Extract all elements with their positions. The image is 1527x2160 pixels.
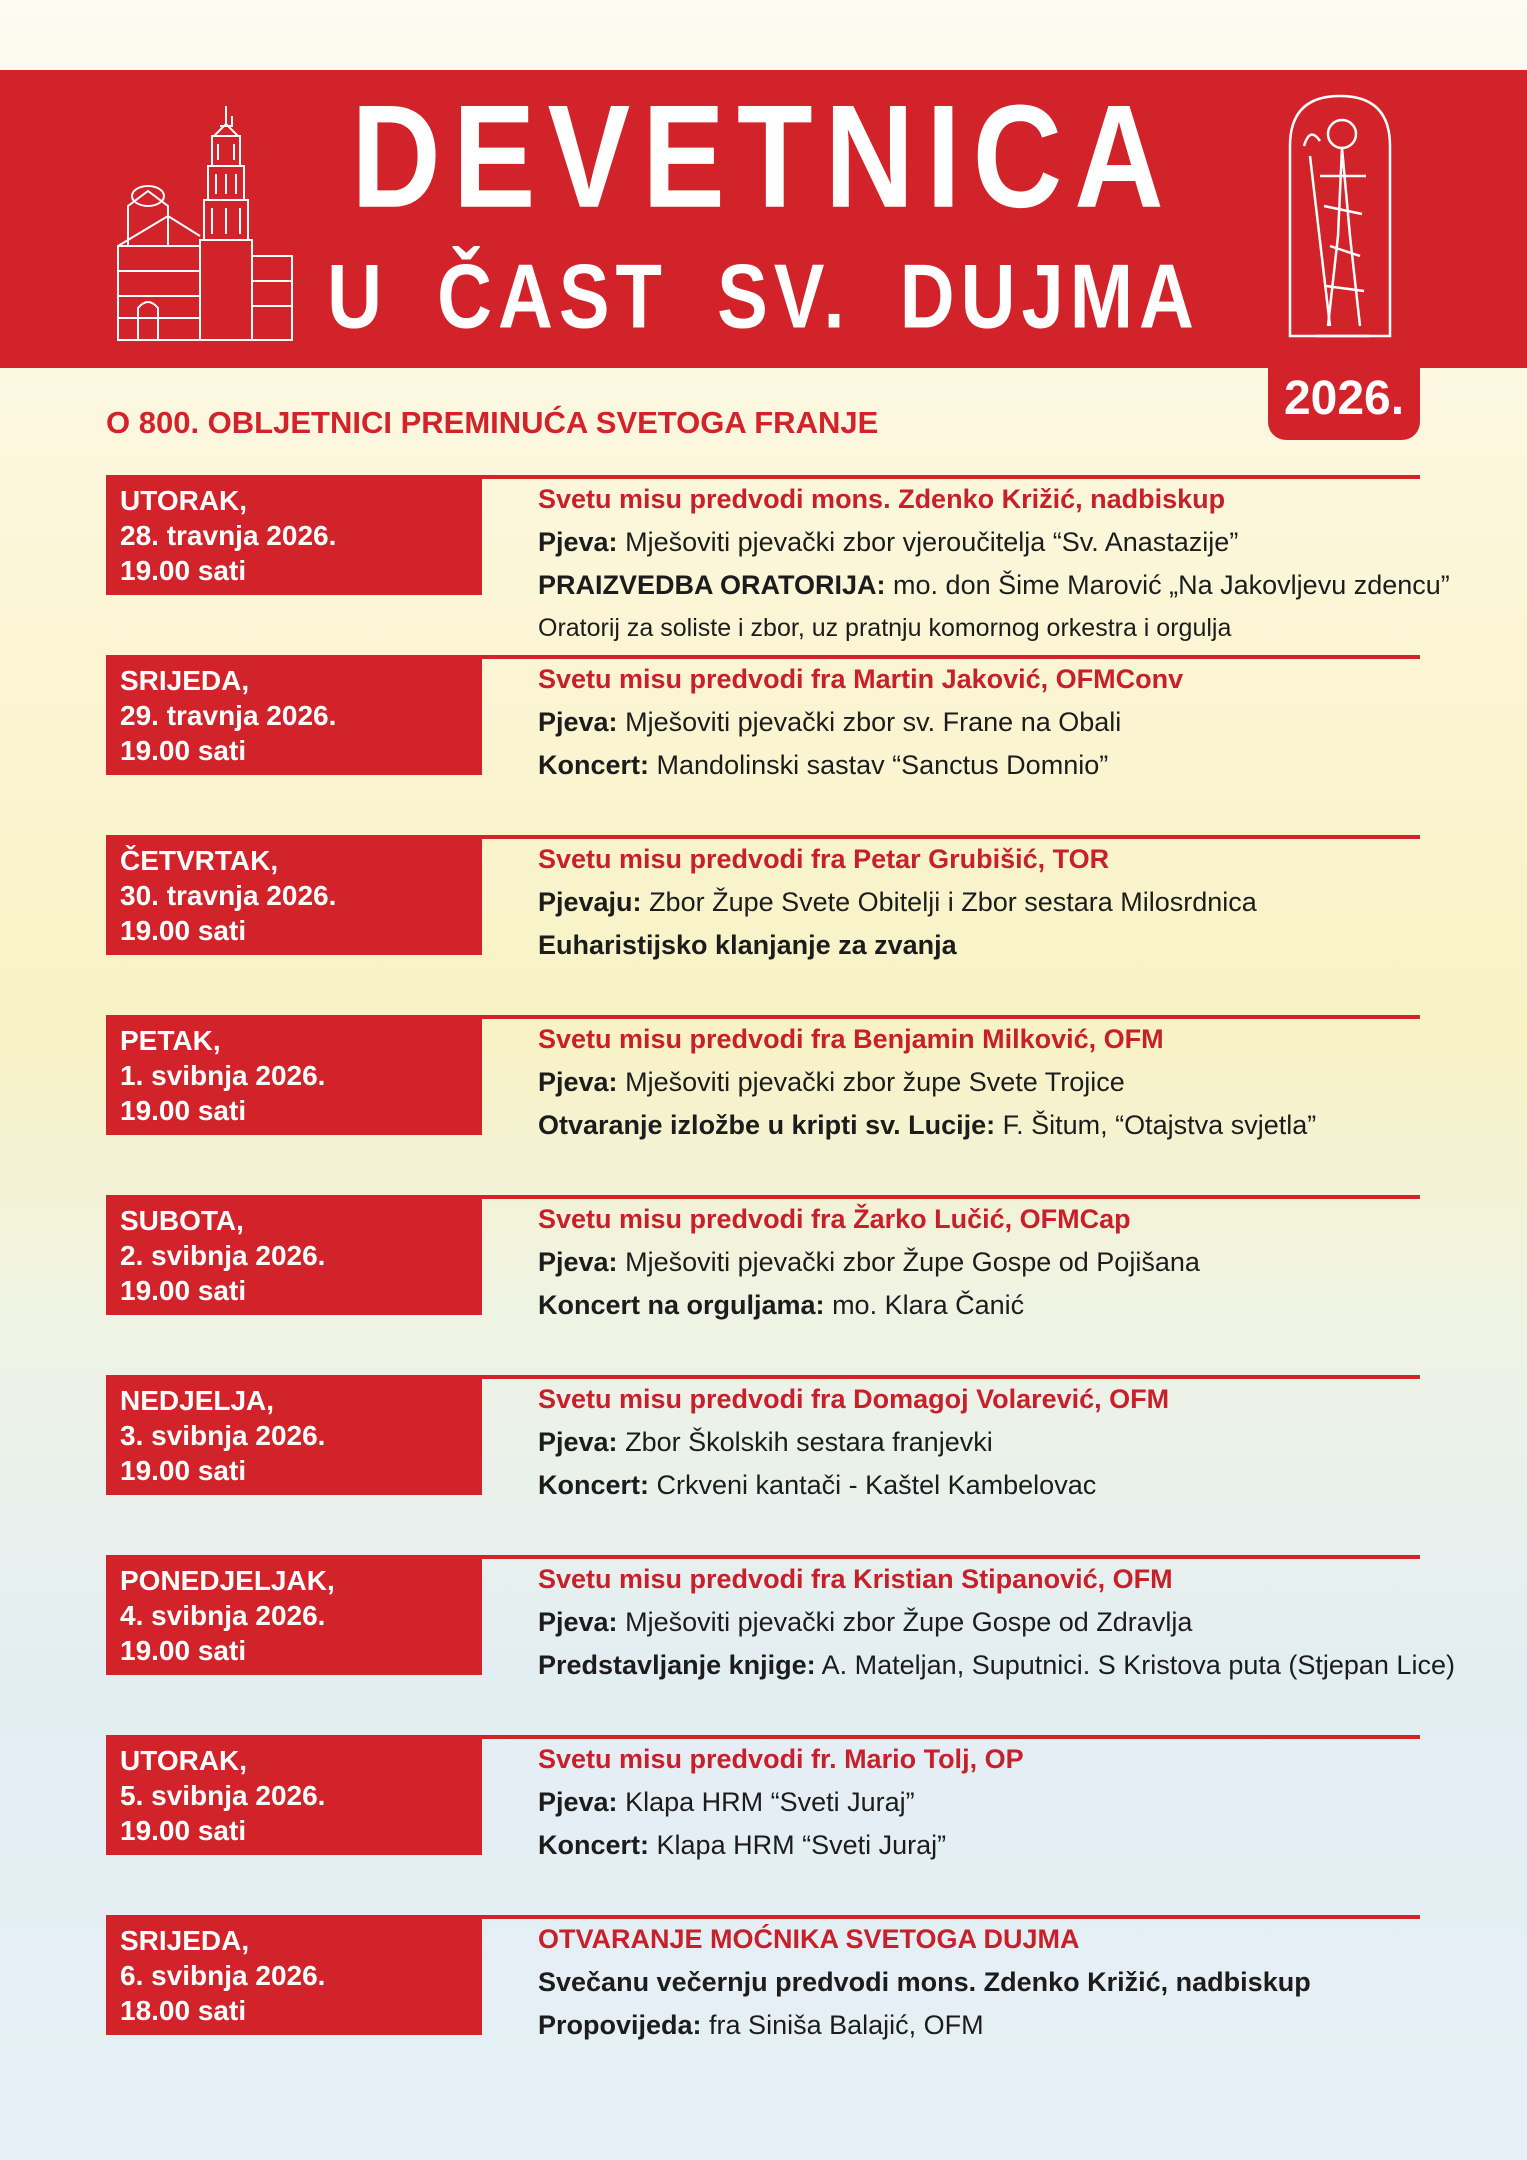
- event-line-text: OTVARANJE MOĆNIKA SVETOGA DUJMA: [538, 1924, 1080, 1954]
- day-date: 30. travnja 2026.: [120, 880, 337, 911]
- day-name: PONEDJELJAK,: [120, 1565, 335, 1596]
- event-line: [538, 2004, 1428, 2047]
- event-line: [538, 1601, 1428, 1644]
- event-line-label: Pjeva:: [538, 1787, 618, 1817]
- event-line: [538, 924, 1428, 967]
- day-box: [106, 1555, 482, 1675]
- event-line-text: Klapa HRM “Sveti Juraj”: [656, 1830, 947, 1860]
- event-line: [538, 1644, 1455, 1687]
- event-details: [538, 838, 1428, 967]
- day-name: SRIJEDA,: [120, 665, 250, 696]
- day-name: PETAK,: [120, 1025, 221, 1056]
- event-line: [538, 744, 1428, 787]
- event-line-text: Zbor Školskih sestara franjevki: [625, 1427, 993, 1457]
- event-line-text: Svetu misu predvodi fra Kristian Stipanović, OFM: [538, 1564, 1173, 1594]
- day-date: 5. svibnja 2026.: [120, 1780, 326, 1811]
- event-line-label: Pjeva:: [538, 1067, 618, 1097]
- event-line: [538, 521, 1428, 564]
- event-line-text: Mješoviti pjevački zbor vjeroučitelja “Sv. Anastazije”: [625, 527, 1239, 557]
- event-details: [538, 1018, 1428, 1147]
- event-details: [538, 1738, 1428, 1867]
- event-line-text: fra Siniša Balajić, OFM: [709, 2010, 984, 2040]
- event-line-text: Crkveni kantači - Kaštel Kambelovac: [656, 1470, 1097, 1500]
- event-line: [538, 1104, 1428, 1147]
- day-date: 4. svibnja 2026.: [120, 1600, 326, 1631]
- event-details: [538, 1198, 1428, 1327]
- day-time: 19.00 sati: [120, 1095, 247, 1126]
- event-line-text: Mješoviti pjevački zbor Župe Gospe od Pojišana: [625, 1247, 1200, 1277]
- anniversary-subtitle: O 800. OBLJETNICI PREMINUĆA SVETOGA FRANJE: [106, 405, 879, 440]
- event-line-text: Svetu misu predvodi fra Martin Jaković, OFMConv: [538, 664, 1184, 694]
- event-details: [538, 1378, 1428, 1507]
- event-line-text: A. Mateljan, Suputnici. S Kristova puta (Stjepan Lice): [821, 1650, 1455, 1680]
- event-headline: [538, 838, 1428, 881]
- event-line-text: mo. Klara Čanić: [832, 1290, 1025, 1320]
- day-date: 3. svibnja 2026.: [120, 1420, 326, 1451]
- event-headline: [538, 1018, 1428, 1061]
- day-time: 19.00 sati: [120, 1275, 247, 1306]
- event-line: [538, 564, 1450, 607]
- day-time: 19.00 sati: [120, 915, 247, 946]
- event-line-text: Klapa HRM “Sveti Juraj”: [625, 1787, 915, 1817]
- event-line-text: Svetu misu predvodi fra Žarko Lučić, OFMCap: [538, 1204, 1131, 1234]
- event-headline: [538, 1378, 1428, 1421]
- event-line-text: Svetu misu predvodi mons. Zdenko Križić, nadbiskup: [538, 484, 1226, 514]
- event-details: [538, 1918, 1428, 2047]
- event-line: [538, 1241, 1428, 1284]
- event-line-label: PRAIZVEDBA ORATORIJA:: [538, 570, 886, 600]
- day-box: [106, 835, 482, 955]
- event-details: [538, 658, 1428, 787]
- day-name: NEDJELJA,: [120, 1385, 275, 1416]
- event-line-label: Pjevaju:: [538, 887, 642, 917]
- event-line-label: Koncert:: [538, 1830, 650, 1860]
- event-line-label: Pjeva:: [538, 1247, 618, 1277]
- event-line-label: Propovijeda:: [538, 2010, 702, 2040]
- page-subtitle: U ČAST SV. DUJMA: [327, 246, 1200, 348]
- day-box: [106, 1735, 482, 1855]
- day-time: 19.00 sati: [120, 1455, 247, 1486]
- event-line: [538, 881, 1428, 924]
- event-headline: [538, 478, 1428, 521]
- event-line: [538, 1961, 1428, 2004]
- day-time: 18.00 sati: [120, 1995, 247, 2026]
- event-line-text: Svetu misu predvodi fr. Mario Tolj, OP: [538, 1744, 1024, 1774]
- event-line-text: Svetu misu predvodi fra Petar Grubišić, TOR: [538, 844, 1110, 874]
- event-line: [538, 1464, 1428, 1507]
- day-name: UTORAK,: [120, 1745, 248, 1776]
- event-line-text: Oratorij za soliste i zbor, uz pratnju komornog orkestra i orgulja: [538, 614, 1232, 642]
- event-line-text: Mandolinski sastav “Sanctus Domnio”: [656, 750, 1109, 780]
- event-line: [538, 1061, 1428, 1104]
- day-name: SRIJEDA,: [120, 1925, 250, 1956]
- day-date: 1. svibnja 2026.: [120, 1060, 326, 1091]
- day-box: [106, 655, 482, 775]
- day-box: [106, 1015, 482, 1135]
- event-line: [538, 1284, 1428, 1327]
- event-headline: [538, 1558, 1428, 1601]
- day-name: SUBOTA,: [120, 1205, 244, 1236]
- event-line-text: Svetu misu predvodi fra Domagoj Volarević, OFM: [538, 1384, 1170, 1414]
- day-box: [106, 1375, 482, 1495]
- day-date: 29. travnja 2026.: [120, 700, 337, 731]
- event-line: [538, 1824, 1428, 1867]
- event-line-label: Otvaranje izložbe u kripti sv. Lucije:: [538, 1110, 996, 1140]
- event-line-label: Pjeva:: [538, 707, 618, 737]
- event-line: [538, 701, 1428, 744]
- event-line-text: Svečanu večernju predvodi mons. Zdenko Križić, nadbiskup: [538, 1967, 1311, 1997]
- event-line-text: Mješoviti pjevački zbor sv. Frane na Obali: [625, 707, 1122, 737]
- event-line-text: Mješoviti pjevački zbor župe Svete Trojice: [625, 1067, 1125, 1097]
- event-headline: [538, 1738, 1428, 1781]
- day-box: [106, 475, 482, 595]
- day-box: [106, 1195, 482, 1315]
- event-headline: [538, 658, 1428, 701]
- day-date: 28. travnja 2026.: [120, 520, 337, 551]
- day-time: 19.00 sati: [120, 1815, 247, 1846]
- event-line-label: Predstavljanje knjige:: [538, 1650, 816, 1680]
- event-headline: [538, 1198, 1428, 1241]
- event-line: [538, 607, 1428, 650]
- day-date: 2. svibnja 2026.: [120, 1240, 326, 1271]
- event-line-text: F. Šitum, “Otajstva svjetla”: [1002, 1110, 1317, 1140]
- page-title: DEVETNICA: [351, 75, 1176, 239]
- event-line-label: Koncert na orguljama:: [538, 1290, 825, 1320]
- event-line: [538, 1421, 1428, 1464]
- day-time: 19.00 sati: [120, 735, 247, 766]
- event-details: [538, 1558, 1455, 1687]
- event-details: [538, 478, 1450, 650]
- event-line-label: Pjeva:: [538, 527, 618, 557]
- event-line-text: Euharistijsko klanjanje za zvanja: [538, 930, 957, 960]
- event-line-label: Koncert:: [538, 750, 650, 780]
- event-line-text: Zbor Župe Svete Obitelji i Zbor sestara Milosrdnica: [649, 887, 1257, 917]
- event-line-label: Pjeva:: [538, 1607, 618, 1637]
- day-time: 19.00 sati: [120, 1635, 247, 1666]
- day-name: ČETVRTAK,: [120, 845, 279, 876]
- event-line: [538, 1781, 1428, 1824]
- event-headline: [538, 1918, 1428, 1961]
- event-line-text: mo. don Šime Marović „Na Jakovljevu zdencu”: [893, 570, 1450, 600]
- event-line-text: Mješoviti pjevački zbor Župe Gospe od Zdravlja: [625, 1607, 1193, 1637]
- year-badge: 2026.: [1268, 360, 1420, 440]
- event-line-text: Svetu misu predvodi fra Benjamin Milković, OFM: [538, 1024, 1164, 1054]
- day-date: 6. svibnja 2026.: [120, 1960, 326, 1991]
- day-name: UTORAK,: [120, 485, 248, 516]
- event-line-label: Pjeva:: [538, 1427, 618, 1457]
- day-time: 19.00 sati: [120, 555, 247, 586]
- day-box: [106, 1915, 482, 2035]
- event-line-label: Koncert:: [538, 1470, 650, 1500]
